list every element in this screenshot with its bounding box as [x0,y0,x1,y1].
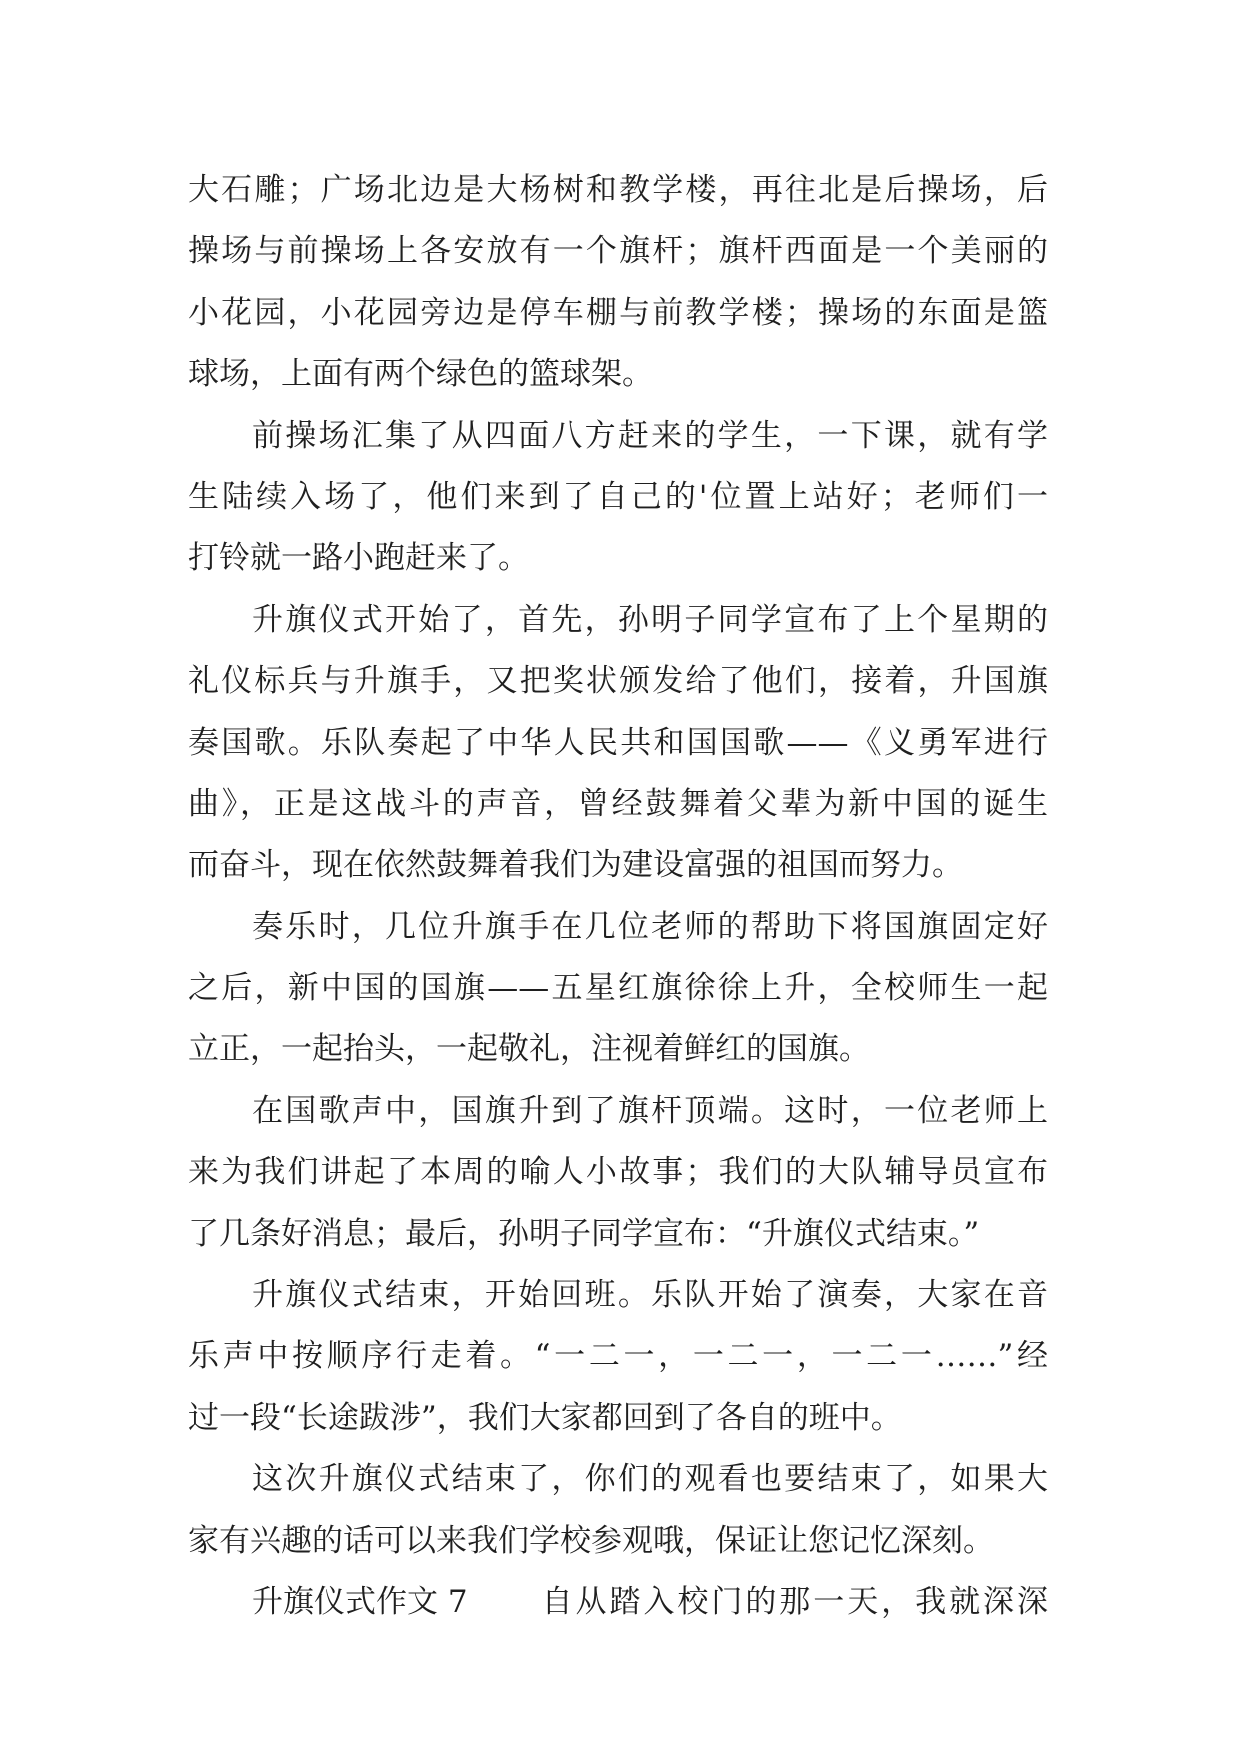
text-line: 生陆续入场了，他们来到了自己的'位置上站好；老师们一 [188,478,1048,515]
text-line: 曲》，正是这战斗的声音，曾经鼓舞着父辈为新中国的诞生 [188,785,1048,822]
essay-title: 升旗仪式作文 7 [252,1583,468,1620]
text-line: 这次升旗仪式结束了，你们的观看也要结束了，如果大 [252,1461,1048,1498]
text-line: 而奋斗，现在依然鼓舞着我们为建设富强的祖国而努力。 [188,847,963,884]
paragraph [188,897,1048,1081]
text-line: 来为我们讲起了本周的喻人小故事；我们的大队辅导员宣布 [188,1154,1048,1191]
text-line: 小花园，小花园旁边是停车棚与前教学楼；操场的东面是篮 [188,294,1048,331]
text-line: 打铃就一路小跑赶来了。 [188,540,529,577]
text-line: 奏国歌。乐队奏起了中华人民共和国国歌——《义勇军进行 [188,724,1048,761]
paragraph [188,1081,1048,1265]
text-line: 礼仪标兵与升旗手，又把奖状颁发给了他们，接着，升国旗 [188,663,1048,700]
text-line: 立正，一起抬头，一起敬礼，注视着鲜红的国旗。 [188,1031,870,1068]
text-line: 操场与前操场上各安放有一个旗杆；旗杆西面是一个美丽的 [188,233,1048,270]
text-line: 在国歌声中，国旗升到了旗杆顶端。这时，一位老师上 [252,1092,1048,1129]
essay-opening-line: 自从踏入校门的那一天，我就深深 [541,1583,1048,1620]
paragraph [188,406,1048,590]
text-line: 前操场汇集了从四面八方赶来的学生，一下课，就有学 [252,417,1048,454]
text-line: 之后，新中国的国旗——五星红旗徐徐上升，全校师生一起 [188,970,1048,1007]
essay-text [188,160,1048,1633]
text-line: 家有兴趣的话可以来我们学校参观哦，保证让您记忆深刻。 [188,1522,994,1559]
paragraph [188,160,1048,406]
text-line: 球场，上面有两个绿色的篮球架。 [188,356,653,393]
paragraph [188,590,1048,897]
text-line: 乐声中按顺序行走着。“一二一，一二一，一二一……”经 [188,1338,1048,1375]
paragraph [188,1449,1048,1572]
text-line: 大石雕；广场北边是大杨树和教学楼，再往北是后操场，后 [188,172,1048,208]
text-line: 升旗仪式开始了，首先，孙明子同学宣布了上个星期的 [252,601,1048,638]
text-line: 过一段“长途跋涉”，我们大家都回到了各自的班中。 [188,1399,902,1436]
text-line: 了几条好消息；最后，孙明子同学宣布：“升旗仪式结束。” [188,1215,980,1252]
essay-heading [188,1572,1048,1633]
text-line: 奏乐时，几位升旗手在几位老师的帮助下将国旗固定好 [252,908,1048,945]
text-line: 升旗仪式结束，开始回班。乐队开始了演奏，大家在音 [252,1277,1048,1314]
paragraph [188,1265,1048,1449]
